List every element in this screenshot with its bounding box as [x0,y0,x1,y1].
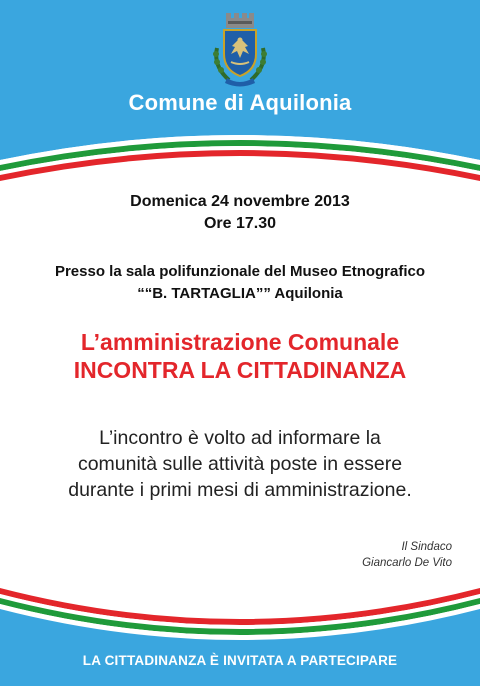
headline [0,328,480,384]
venue-line-1: Presso la sala polifunzionale del Museo Etnografico [54,263,426,280]
event-venue [0,261,480,305]
coat-of-arms-icon [211,10,269,90]
municipality-title: Comune di Aquilonia [128,90,352,115]
event-time: Ore 17.30 [203,215,277,232]
signature-name: Giancarlo De Vito [362,557,452,569]
headline-line-1: L’amministrazione Comunale [80,329,400,355]
signature-role: Il Sindaco [401,541,452,553]
venue-line-2: ““B. TARTAGLIA”” Aquilonia [137,285,343,302]
description-line-1: L’incontro è volto ad informare la [99,427,381,449]
description-line-2: comunità sulle attività poste in essere [77,453,403,475]
headline-line-2: INCONTRA LA CITTADINANZA [73,357,407,383]
signature [252,539,452,571]
description-line-3: durante i primi mesi di amministrazione. [68,479,412,501]
footer-invitation: LA CITTADINANZA È INVITATA A PARTECIPARE [82,653,398,668]
event-date: Domenica 24 novembre 2013 [130,193,350,210]
description [20,425,460,503]
event-datetime [0,191,480,235]
